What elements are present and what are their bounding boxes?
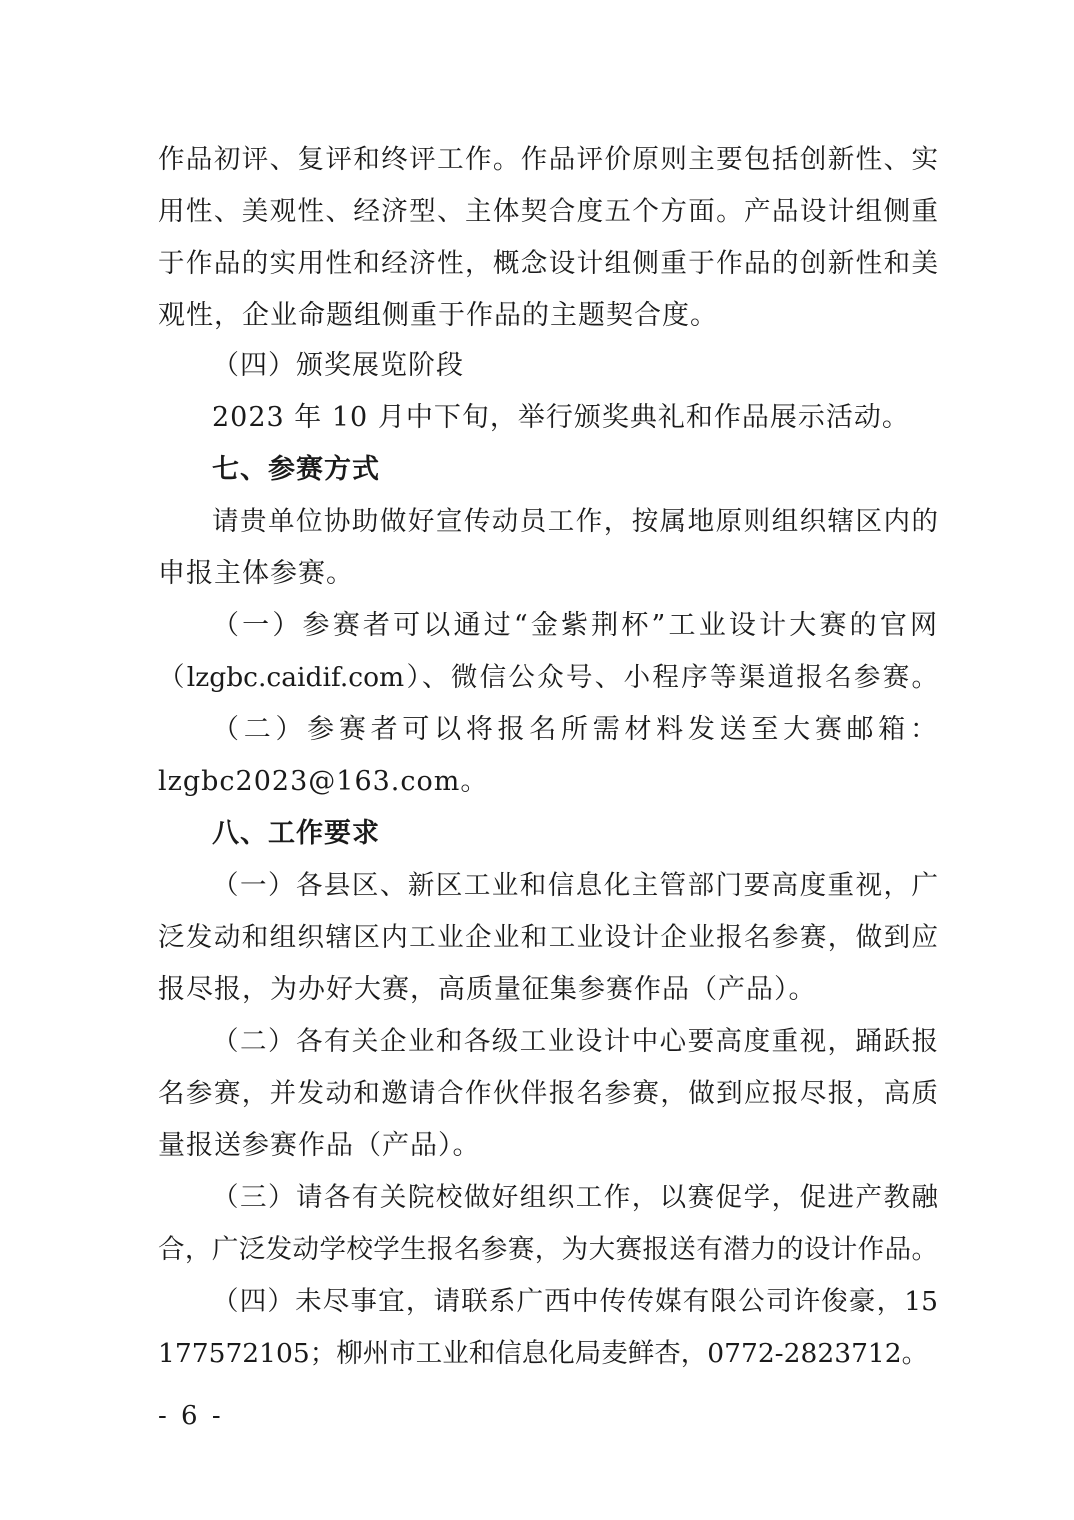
body-text-line: 作品初评、复评和终评工作。作品评价原则主要包括创新性、实: [158, 144, 938, 175]
body-text-line: 2023 年 10 月中下旬，举行颁奖典礼和作品展示活动。: [212, 402, 910, 433]
body-text-line: （一）参赛者可以通过“金紫荆杯”工业设计大赛的官网: [212, 610, 938, 641]
body-text-line: （二）参赛者可以将报名所需材料发送至大赛邮箱：: [212, 714, 938, 745]
email-address: lzgbc2023@163.com。: [158, 766, 489, 797]
section-heading: 七、参赛方式: [212, 454, 380, 485]
body-text-line: 于作品的实用性和经济性，概念设计组侧重于作品的创新性和美: [158, 248, 938, 279]
body-text-line: （四）未尽事宜，请联系广西中传传媒有限公司许俊豪，15: [212, 1286, 938, 1317]
body-text-line: 观性，企业命题组侧重于作品的主题契合度。: [158, 300, 718, 331]
body-text-line: 量报送参赛作品（产品）。: [158, 1130, 481, 1161]
section-heading: 八、工作要求: [212, 818, 380, 849]
body-text-line: （lzgbc.caidif.com）、微信公众号、小程序等渠道报名参赛。: [158, 662, 938, 693]
body-text-line: 177572105；柳州市工业和信息化局麦鲜杏，0772-2823712。: [158, 1338, 929, 1369]
body-text-line: 申报主体参赛。: [158, 558, 354, 589]
body-text-line: （一）各县区、新区工业和信息化主管部门要高度重视，广: [212, 870, 938, 901]
body-text-line: 用性、美观性、经济型、主体契合度五个方面。产品设计组侧重: [158, 196, 938, 227]
body-text-line: 合，广泛发动学校学生报名参赛，为大赛报送有潜力的设计作品。: [158, 1234, 938, 1265]
body-text-line: 名参赛，并发动和邀请合作伙伴报名参赛，做到应报尽报，高质: [158, 1078, 938, 1109]
page-number: - 6 -: [158, 1401, 224, 1431]
body-text-line: 报尽报，为办好大赛，高质量征集参赛作品（产品）。: [158, 974, 817, 1005]
body-text-line: （二）各有关企业和各级工业设计中心要高度重视，踊跃报: [212, 1026, 938, 1057]
section-subheading: （四）颁奖展览阶段: [212, 350, 464, 381]
body-text-line: 泛发动和组织辖区内工业企业和工业设计企业报名参赛，做到应: [158, 922, 938, 953]
body-text-line: （三）请各有关院校做好组织工作，以赛促学，促进产教融: [212, 1182, 938, 1213]
body-text-line: 请贵单位协助做好宣传动员工作，按属地原则组织辖区内的: [212, 506, 938, 537]
